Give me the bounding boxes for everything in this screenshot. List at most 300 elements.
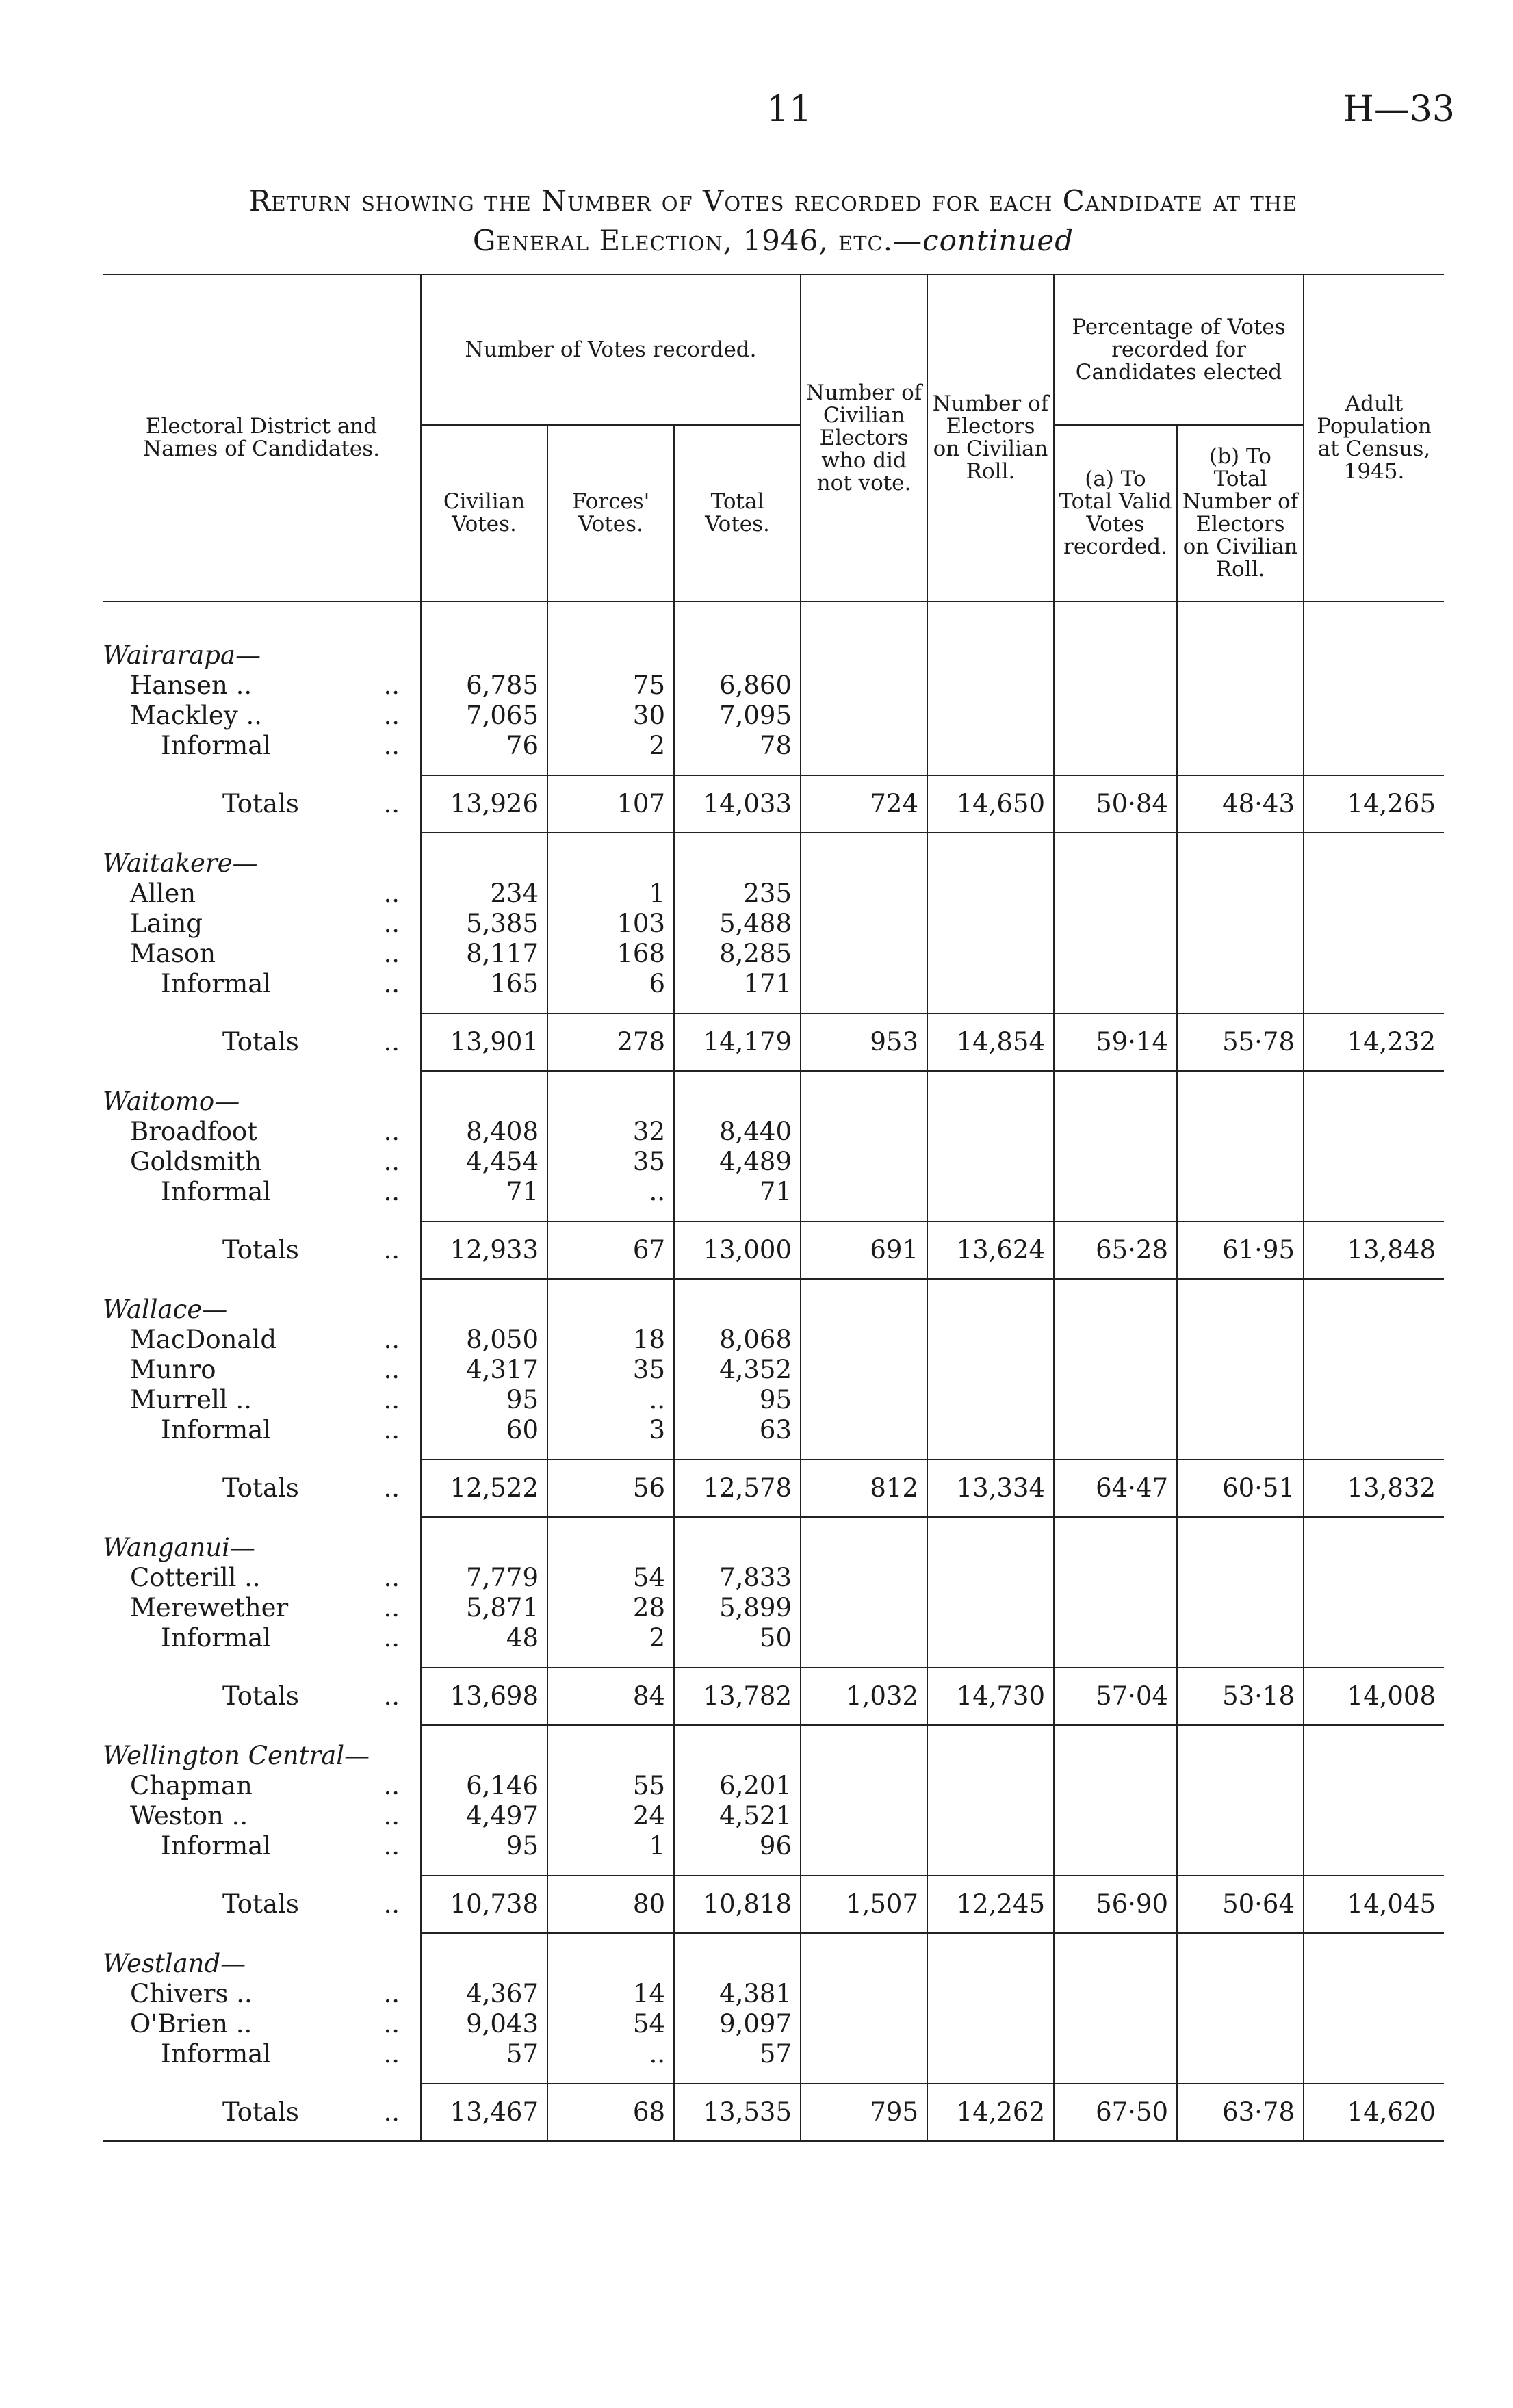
empty-cell	[801, 1801, 927, 1831]
totals-civilian: 13,467	[421, 2084, 547, 2142]
totals-pct-electors: 60·51	[1177, 1460, 1304, 1517]
empty-cell	[927, 879, 1054, 909]
empty-cell	[1177, 969, 1304, 999]
empty-cell	[547, 849, 674, 879]
empty-cell	[547, 1653, 674, 1668]
empty-cell	[1177, 1563, 1304, 1593]
empty-cell	[674, 640, 801, 671]
empty-cell	[421, 1933, 547, 1949]
empty-cell	[421, 1517, 547, 1533]
civilian-votes: 8,408	[421, 1117, 547, 1147]
empty-cell	[801, 640, 927, 671]
empty-cell	[1304, 1593, 1444, 1623]
leader-dots: ..	[383, 939, 400, 968]
forces-votes: 1	[547, 1831, 674, 1861]
empty-cell	[1054, 1979, 1177, 2009]
district-name: Wallace—	[103, 1295, 228, 1324]
district-name: Wellington Central—	[103, 1741, 370, 1770]
district-name: Waitakere—	[103, 849, 258, 878]
empty-cell	[547, 1861, 674, 1876]
totals-pct-valid: 57·04	[1054, 1668, 1177, 1725]
empty-cell	[1054, 999, 1177, 1013]
district-name: Waitomo—	[103, 1087, 240, 1116]
empty-cell	[927, 833, 1054, 849]
empty-cell	[801, 1623, 927, 1653]
empty-cell	[1177, 909, 1304, 939]
table-caption	[103, 181, 1444, 261]
empty-cell	[1177, 2009, 1304, 2039]
empty-cell	[547, 761, 674, 775]
empty-cell	[927, 1117, 1054, 1147]
empty-cell	[1304, 761, 1444, 775]
empty-cell	[547, 1933, 674, 1949]
district-row	[103, 1087, 1444, 1117]
empty-cell	[421, 601, 547, 640]
leader-dots: ..	[383, 1473, 400, 1503]
table-body	[103, 601, 1444, 2142]
empty-cell	[1304, 1623, 1444, 1653]
empty-cell	[927, 1741, 1054, 1771]
candidate-row	[103, 1385, 1444, 1415]
forces-votes: 168	[547, 939, 674, 969]
civilian-votes: 95	[421, 1385, 547, 1415]
empty-cell	[927, 1415, 1054, 1445]
empty-cell	[421, 1725, 547, 1741]
totals-pct-electors: 55·78	[1177, 1013, 1304, 1071]
empty-cell	[1304, 1355, 1444, 1385]
totals-civilian: 13,901	[421, 1013, 547, 1071]
empty-cell	[801, 701, 927, 731]
empty-cell	[103, 1207, 421, 1221]
civilian-votes: 8,050	[421, 1325, 547, 1355]
empty-cell	[1054, 640, 1177, 671]
empty-cell	[1177, 701, 1304, 731]
empty-cell	[1304, 1071, 1444, 1087]
leader-dots: ..	[383, 2039, 400, 2069]
empty-cell	[103, 1517, 421, 1533]
empty-cell	[927, 1831, 1054, 1861]
empty-cell	[1054, 1071, 1177, 1087]
caption-line-2	[103, 221, 1444, 261]
candidate-name: Informal	[161, 731, 272, 760]
total-votes: 4,521	[674, 1801, 801, 1831]
empty-cell	[1177, 1117, 1304, 1147]
header-votes-recorded: Number of Votes recorded.	[421, 274, 801, 425]
header-district: Electoral District and Names of Candidates.	[103, 274, 421, 601]
empty-cell	[674, 999, 801, 1013]
totals-forces: 67	[547, 1221, 674, 1279]
total-votes: 4,381	[674, 1979, 801, 2009]
empty-cell	[1304, 939, 1444, 969]
candidate-name: Chivers ..	[130, 1979, 253, 2008]
empty-cell	[1304, 1517, 1444, 1533]
totals-electors: 14,730	[927, 1668, 1054, 1725]
empty-cell	[1304, 1445, 1444, 1460]
empty-cell	[927, 1071, 1054, 1087]
totals-label-cell	[103, 2084, 421, 2142]
empty-cell	[421, 640, 547, 671]
empty-cell	[674, 1207, 801, 1221]
empty-cell	[103, 1445, 421, 1460]
district-name: Wairarapa—	[103, 640, 261, 670]
empty-cell	[1054, 1385, 1177, 1415]
district-name: Wanganui—	[103, 1533, 255, 1562]
spacer-row	[103, 1861, 1444, 1876]
candidate-name-cell	[103, 1563, 421, 1593]
empty-cell	[927, 640, 1054, 671]
empty-cell	[674, 849, 801, 879]
empty-cell	[1304, 1831, 1444, 1861]
empty-cell	[1054, 1801, 1177, 1831]
totals-label: Totals	[222, 1027, 299, 1057]
candidate-name: Informal	[161, 1177, 272, 1206]
empty-cell	[421, 1279, 547, 1295]
empty-cell	[1054, 939, 1177, 969]
totals-did-not-vote: 795	[801, 2084, 927, 2142]
empty-cell	[1177, 1295, 1304, 1325]
empty-cell	[103, 1071, 421, 1087]
candidate-name: Cotterill ..	[130, 1563, 261, 1592]
empty-cell	[1304, 1653, 1444, 1668]
spacer-row	[103, 2069, 1444, 2084]
empty-cell	[801, 671, 927, 701]
total-votes: 235	[674, 879, 801, 909]
empty-cell	[927, 701, 1054, 731]
totals-electors: 12,245	[927, 1876, 1054, 1933]
total-votes: 8,285	[674, 939, 801, 969]
empty-cell	[1177, 640, 1304, 671]
page-header	[0, 89, 1513, 144]
header-did-not-vote: Number of Civilian Electors who did not vote.	[801, 274, 927, 601]
candidate-name: Laing	[130, 909, 203, 938]
total-votes: 7,095	[674, 701, 801, 731]
header-electors-on-roll: Number of Electors on Civilian Roll.	[927, 274, 1054, 601]
civilian-votes: 57	[421, 2039, 547, 2069]
forces-votes: 54	[547, 2009, 674, 2039]
total-votes: 9,097	[674, 2009, 801, 2039]
district-row	[103, 640, 1444, 671]
totals-pct-valid: 65·28	[1054, 1221, 1177, 1279]
empty-cell	[547, 1207, 674, 1221]
empty-cell	[1054, 601, 1177, 640]
candidate-name-cell	[103, 1325, 421, 1355]
empty-cell	[927, 1147, 1054, 1177]
empty-cell	[801, 1741, 927, 1771]
empty-cell	[674, 1861, 801, 1876]
empty-cell	[1177, 1071, 1304, 1087]
empty-cell	[927, 1533, 1054, 1563]
candidate-name-cell	[103, 2039, 421, 2069]
leader-dots: ..	[383, 789, 400, 818]
empty-cell	[1054, 1325, 1177, 1355]
total-votes: 78	[674, 731, 801, 761]
candidate-row	[103, 1831, 1444, 1861]
candidate-row	[103, 1563, 1444, 1593]
empty-cell	[1177, 1653, 1304, 1668]
empty-cell	[1304, 879, 1444, 909]
empty-cell	[1054, 1741, 1177, 1771]
empty-cell	[801, 1725, 927, 1741]
totals-row	[103, 1668, 1444, 1725]
empty-cell	[674, 1533, 801, 1563]
gap-row	[103, 833, 1444, 849]
totals-pct-valid: 56·90	[1054, 1876, 1177, 1933]
total-votes: 95	[674, 1385, 801, 1415]
civilian-votes: 4,317	[421, 1355, 547, 1385]
candidate-row	[103, 1623, 1444, 1653]
civilian-votes: 5,385	[421, 909, 547, 939]
candidate-name-cell	[103, 1147, 421, 1177]
totals-pct-electors: 53·18	[1177, 1668, 1304, 1725]
candidate-name: Merewether	[130, 1593, 289, 1622]
leader-dots: ..	[383, 1979, 400, 2008]
spacer-row	[103, 1445, 1444, 1460]
candidate-name-cell	[103, 909, 421, 939]
totals-adult-population: 13,848	[1304, 1221, 1444, 1279]
empty-cell	[674, 1949, 801, 1979]
empty-cell	[1304, 640, 1444, 671]
empty-cell	[1304, 1295, 1444, 1325]
empty-cell	[801, 1563, 927, 1593]
candidate-row	[103, 2039, 1444, 2069]
civilian-votes: 234	[421, 879, 547, 909]
empty-cell	[1054, 1207, 1177, 1221]
district-row	[103, 1949, 1444, 1979]
header-adult-population: Adult Population at Census, 1945.	[1304, 274, 1444, 601]
empty-cell	[801, 999, 927, 1013]
leader-dots: ..	[383, 1147, 400, 1176]
civilian-votes: 7,779	[421, 1563, 547, 1593]
leader-dots: ..	[383, 2097, 400, 2127]
empty-cell	[801, 849, 927, 879]
empty-cell	[421, 1087, 547, 1117]
empty-cell	[927, 999, 1054, 1013]
totals-civilian: 12,933	[421, 1221, 547, 1279]
empty-cell	[421, 1861, 547, 1876]
empty-cell	[1304, 1533, 1444, 1563]
candidate-row	[103, 1593, 1444, 1623]
empty-cell	[1304, 849, 1444, 879]
empty-cell	[801, 1071, 927, 1087]
empty-cell	[1054, 1949, 1177, 1979]
empty-cell	[801, 731, 927, 761]
empty-cell	[547, 1295, 674, 1325]
candidate-name: Mackley ..	[130, 701, 263, 730]
gap-row	[103, 1279, 1444, 1295]
totals-label-cell	[103, 1013, 421, 1071]
candidate-row	[103, 1147, 1444, 1177]
empty-cell	[103, 761, 421, 775]
empty-cell	[927, 1801, 1054, 1831]
empty-cell	[1304, 1861, 1444, 1876]
totals-pct-valid: 64·47	[1054, 1460, 1177, 1517]
leader-dots: ..	[383, 1623, 400, 1653]
totals-label: Totals	[222, 2097, 299, 2127]
candidate-row	[103, 1325, 1444, 1355]
forces-votes: ..	[547, 1177, 674, 1207]
empty-cell	[801, 1445, 927, 1460]
leader-dots: ..	[383, 1771, 400, 1800]
empty-cell	[1304, 1741, 1444, 1771]
candidate-name: Informal	[161, 1415, 272, 1445]
empty-cell	[1304, 1949, 1444, 1979]
empty-cell	[1054, 1445, 1177, 1460]
empty-cell	[1304, 1563, 1444, 1593]
empty-cell	[547, 1087, 674, 1117]
totals-civilian: 12,522	[421, 1460, 547, 1517]
leader-dots: ..	[383, 1385, 400, 1414]
totals-total: 14,179	[674, 1013, 801, 1071]
header-separator-row	[103, 601, 1444, 640]
totals-label: Totals	[222, 1889, 299, 1919]
empty-cell	[1054, 1725, 1177, 1741]
empty-cell	[421, 1949, 547, 1979]
empty-cell	[1304, 1415, 1444, 1445]
totals-total: 13,000	[674, 1221, 801, 1279]
empty-cell	[927, 671, 1054, 701]
candidate-name-cell	[103, 1801, 421, 1831]
empty-cell	[1054, 1533, 1177, 1563]
civilian-votes: 71	[421, 1177, 547, 1207]
forces-votes: ..	[547, 2039, 674, 2069]
forces-votes: 24	[547, 1801, 674, 1831]
gap-row	[103, 1933, 1444, 1949]
empty-cell	[674, 833, 801, 849]
empty-cell	[927, 1445, 1054, 1460]
empty-cell	[1304, 1385, 1444, 1415]
totals-label: Totals	[222, 1235, 299, 1265]
empty-cell	[1054, 1831, 1177, 1861]
leader-dots: ..	[383, 1177, 400, 1206]
leader-dots: ..	[383, 1801, 400, 1830]
empty-cell	[801, 939, 927, 969]
empty-cell	[1054, 969, 1177, 999]
empty-cell	[1177, 1325, 1304, 1355]
total-votes: 8,068	[674, 1325, 801, 1355]
empty-cell	[801, 1593, 927, 1623]
candidate-row	[103, 1979, 1444, 2009]
empty-cell	[1177, 1771, 1304, 1801]
forces-votes: 2	[547, 731, 674, 761]
empty-cell	[1054, 671, 1177, 701]
totals-label: Totals	[222, 789, 299, 818]
total-votes: 57	[674, 2039, 801, 2069]
empty-cell	[1177, 1147, 1304, 1177]
empty-cell	[547, 2069, 674, 2084]
leader-dots: ..	[383, 1415, 400, 1445]
empty-cell	[674, 601, 801, 640]
leader-dots: ..	[383, 879, 400, 908]
totals-electors: 14,854	[927, 1013, 1054, 1071]
empty-cell	[927, 1623, 1054, 1653]
candidate-name-cell	[103, 1177, 421, 1207]
empty-cell	[801, 1415, 927, 1445]
totals-forces: 80	[547, 1876, 674, 1933]
total-votes: 4,352	[674, 1355, 801, 1385]
election-returns-table	[103, 274, 1444, 2142]
empty-cell	[927, 731, 1054, 761]
empty-cell	[1177, 731, 1304, 761]
empty-cell	[927, 1653, 1054, 1668]
empty-cell	[1177, 671, 1304, 701]
civilian-votes: 6,146	[421, 1771, 547, 1801]
totals-did-not-vote: 953	[801, 1013, 927, 1071]
civilian-votes: 165	[421, 969, 547, 999]
empty-cell	[1304, 701, 1444, 731]
leader-dots: ..	[383, 1681, 400, 1711]
empty-cell	[927, 1563, 1054, 1593]
empty-cell	[1177, 1207, 1304, 1221]
totals-electors: 14,650	[927, 775, 1054, 833]
empty-cell	[674, 1279, 801, 1295]
forces-votes: 28	[547, 1593, 674, 1623]
empty-cell	[927, 1517, 1054, 1533]
empty-cell	[1304, 833, 1444, 849]
leader-dots: ..	[383, 731, 400, 760]
total-votes: 96	[674, 1831, 801, 1861]
empty-cell	[547, 833, 674, 849]
gap-row	[103, 1725, 1444, 1741]
candidate-name: Chapman	[130, 1771, 253, 1800]
candidate-name-cell	[103, 671, 421, 701]
civilian-votes: 4,367	[421, 1979, 547, 2009]
empty-cell	[1304, 999, 1444, 1013]
civilian-votes: 4,454	[421, 1147, 547, 1177]
empty-cell	[421, 1071, 547, 1087]
empty-cell	[421, 849, 547, 879]
candidate-name: Goldsmith	[130, 1147, 261, 1176]
totals-label-cell	[103, 1668, 421, 1725]
total-votes: 6,860	[674, 671, 801, 701]
empty-cell	[421, 999, 547, 1013]
empty-cell	[801, 969, 927, 999]
totals-row	[103, 1460, 1444, 1517]
empty-cell	[547, 1445, 674, 1460]
empty-cell	[674, 1295, 801, 1325]
empty-cell	[1054, 1593, 1177, 1623]
empty-cell	[1304, 1725, 1444, 1741]
empty-cell	[801, 909, 927, 939]
empty-cell	[103, 1653, 421, 1668]
empty-cell	[674, 1517, 801, 1533]
total-votes: 5,488	[674, 909, 801, 939]
empty-cell	[801, 1279, 927, 1295]
forces-votes: 32	[547, 1117, 674, 1147]
empty-cell	[547, 640, 674, 671]
totals-row	[103, 1221, 1444, 1279]
spacer-row	[103, 1207, 1444, 1221]
empty-cell	[1177, 1933, 1304, 1949]
total-votes: 50	[674, 1623, 801, 1653]
totals-label-cell	[103, 775, 421, 833]
forces-votes: 54	[547, 1563, 674, 1593]
empty-cell	[1054, 1933, 1177, 1949]
spacer-row	[103, 761, 1444, 775]
empty-cell	[421, 2069, 547, 2084]
candidate-name: Murrell ..	[130, 1385, 252, 1414]
empty-cell	[1054, 2009, 1177, 2039]
header-percentage-group: Percentage of Votes recorded for Candidates elected	[1054, 274, 1304, 425]
empty-cell	[801, 833, 927, 849]
empty-cell	[421, 1533, 547, 1563]
empty-cell	[547, 999, 674, 1013]
totals-total: 13,782	[674, 1668, 801, 1725]
empty-cell	[547, 1517, 674, 1533]
empty-cell	[421, 761, 547, 775]
leader-dots: ..	[383, 1325, 400, 1354]
candidate-name-cell	[103, 1771, 421, 1801]
total-votes: 71	[674, 1177, 801, 1207]
